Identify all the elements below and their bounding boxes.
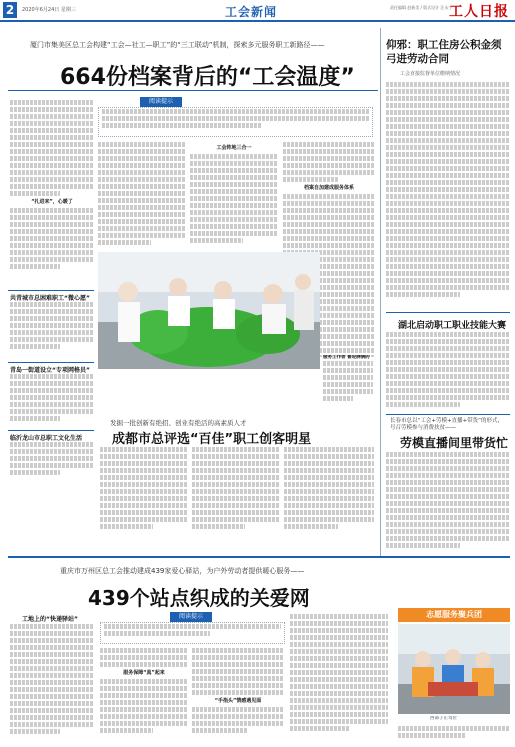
brief-text-1 <box>10 302 94 357</box>
brief-rule-1 <box>8 290 94 291</box>
bottom-banner: 志愿服务聚兵团 <box>398 608 510 622</box>
brief-text-2 <box>10 374 94 426</box>
lead-kicker: 厦门市集美区总工会构建“工会—社工—职工”的“三工联动”机制，探索多元服务职工新路径—— <box>30 41 325 49</box>
editor-credits: 责任编辑 赵新美 / 版式设计 汪永宁 <box>390 5 453 10</box>
bottom-caption-text <box>398 726 510 744</box>
bottom-left-title: 工地上的“快递驿站” <box>22 616 78 623</box>
brief-title-2: 青岛一街道设立“专项网格员” <box>10 367 90 374</box>
lead-photo-image <box>98 252 320 369</box>
mid-text-col3 <box>284 447 374 547</box>
right-subheadline: 工会直接监督单位缴纳情况 <box>400 71 461 77</box>
brief-title-1: 共青城市总困难职工“微心愿” <box>10 295 90 302</box>
right-brief-headline: 湖北启动职工职业技能大赛 <box>398 321 507 331</box>
right-headline: 仰邪：职工住房公积金须弓进劳动合同 <box>386 39 502 65</box>
bottom-text-col4 <box>290 614 388 744</box>
lead-note-body <box>98 107 373 137</box>
lead-text-col2 <box>98 142 186 250</box>
brief-text-3 <box>10 442 94 480</box>
brief-rule-3 <box>8 430 94 431</box>
section-title: 工会新闻 <box>225 5 278 19</box>
mid-text-col2 <box>192 447 280 547</box>
lead-rule <box>8 90 378 91</box>
bottom-subhead-2: “手指头”情感遇见面 <box>214 698 262 704</box>
lead-photo <box>98 252 320 369</box>
right-story2-text <box>386 452 510 552</box>
bottom-kicker: 重庆市万州区总工会推动建成439家爱心驿站，为户外劳动者提供暖心服务—— <box>60 567 305 575</box>
lead-photo-caption <box>323 355 373 415</box>
bottom-photo-caption: 西部子正驾位 <box>430 716 457 721</box>
lead-subhead-3: 档案自加建成服务体系 <box>303 185 354 191</box>
lead-headline: 664份档案背后的“工会温度” <box>60 65 355 90</box>
bottom-photo <box>398 624 510 714</box>
masthead-rule <box>0 20 515 22</box>
dateline: 2020年6月24日 星期三 <box>22 7 76 13</box>
lead-subhead-2: 工会阵地三合一 <box>216 145 252 151</box>
page-number: 2 <box>3 2 17 18</box>
bottom-text-col3 <box>192 648 284 744</box>
newspaper-logo: 工人日报 <box>449 4 509 20</box>
column-divider <box>380 28 381 558</box>
bottom-note-body <box>100 622 285 644</box>
bottom-note-title: 阅读提示 <box>170 612 212 622</box>
right-rule-2 <box>386 414 510 415</box>
lead-text-col3 <box>190 142 278 250</box>
bottom-text-col1 <box>10 624 94 744</box>
brief-rule-2 <box>8 362 94 363</box>
right-story2-kicker: 长春市总以“工会+劳模+直播+带货”的形式，号召劳模参与消费扶贫—— <box>390 418 504 431</box>
right-rule-1 <box>386 312 510 313</box>
bottom-rule <box>8 556 510 558</box>
bottom-photo-image <box>398 624 510 714</box>
bottom-subhead-1: 服务保障“真”起来 <box>123 670 165 676</box>
lead-subhead-1: “扎进来”，心暖了 <box>31 199 73 205</box>
bottom-headline: 439个站点织成的关爱网 <box>88 586 310 610</box>
right-brief-text <box>386 332 510 412</box>
bottom-text-col2 <box>100 648 188 744</box>
mid-kicker: 发掘一批创新有绝招、创业有绝活的高素质人才 <box>110 419 247 427</box>
right-story2-headline: 劳模直播间里带货忙 <box>400 436 509 450</box>
right-text <box>386 82 510 307</box>
mid-text-col1 <box>100 447 188 547</box>
masthead <box>0 0 515 22</box>
lead-text-col1 <box>10 100 94 285</box>
mid-headline: 成都市总评选“百佳”职工创客明星 <box>112 432 312 447</box>
brief-title-3: 临沂龙山市总职工文化生活 <box>10 435 83 442</box>
lead-note-title: 阅读提示 <box>140 97 182 107</box>
lead-photo-caption-title: 服务工作者 喜迎满满的 <box>323 355 370 360</box>
